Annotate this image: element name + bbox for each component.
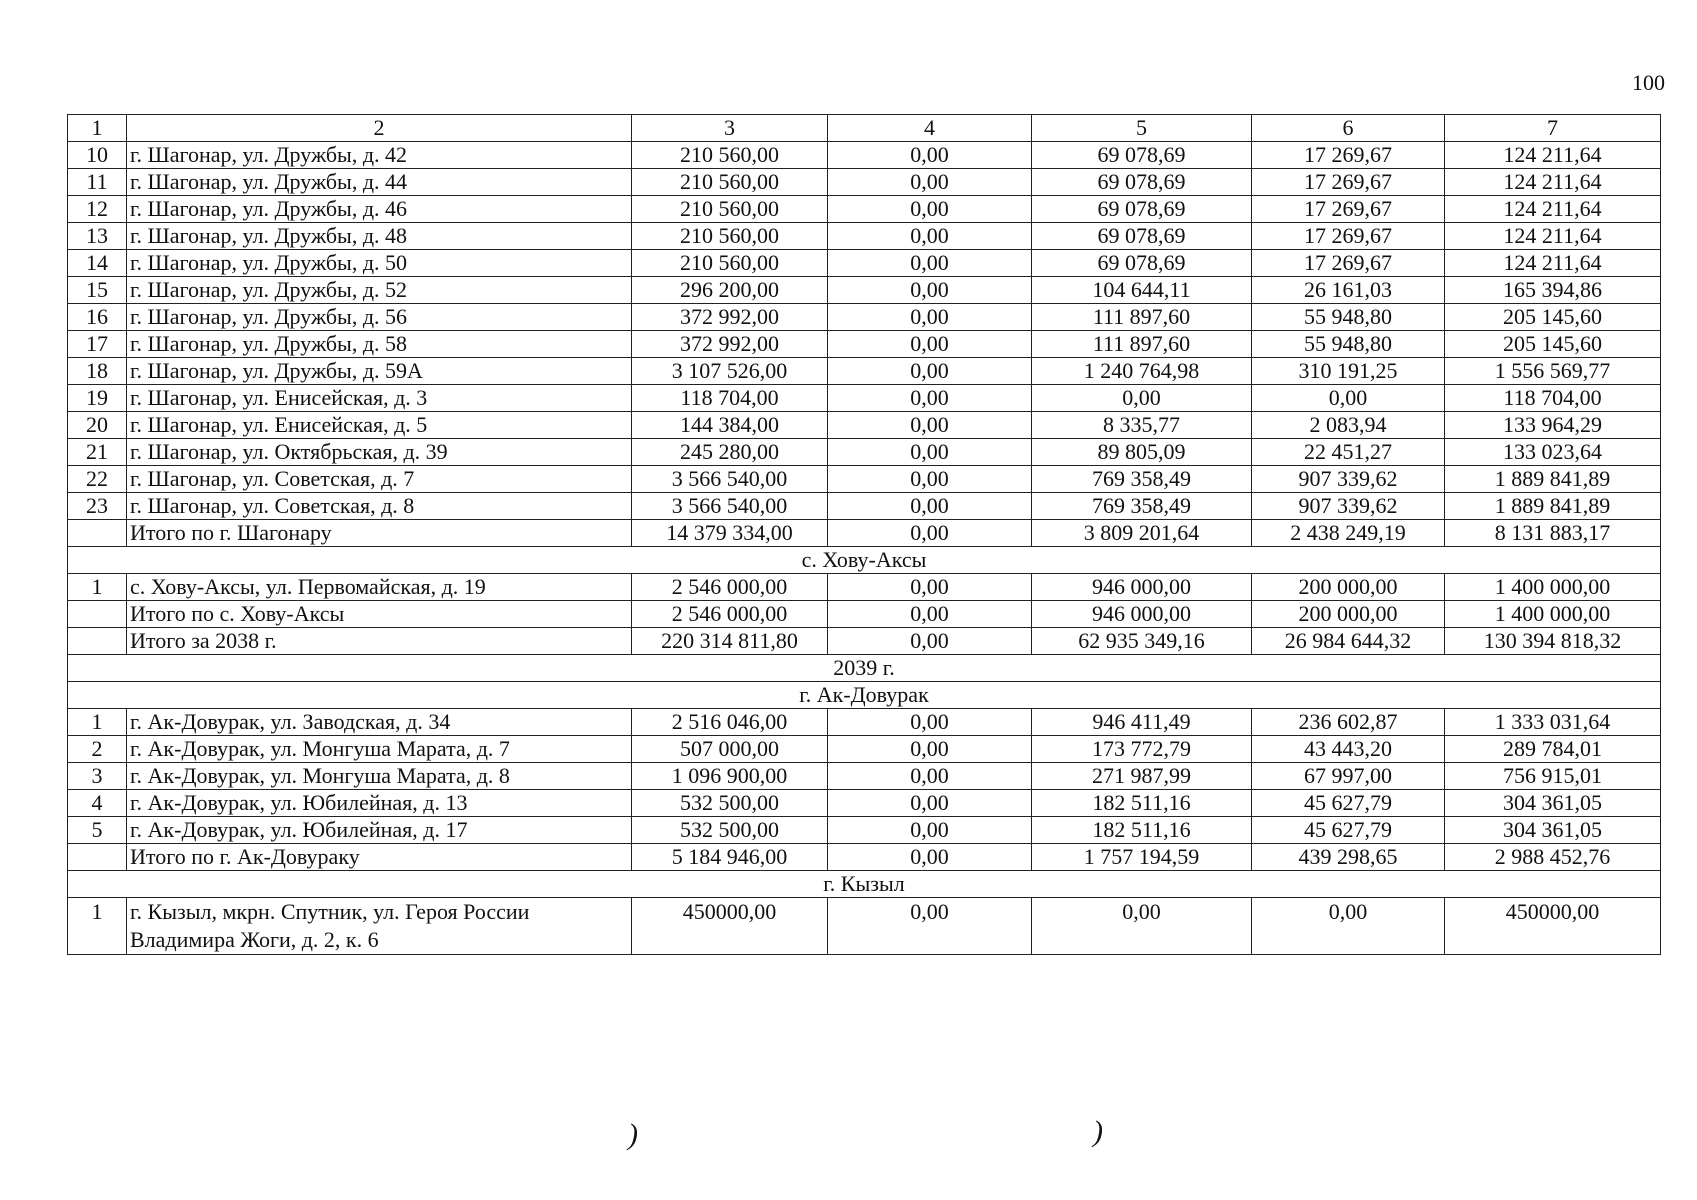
row-number: 2 <box>68 736 127 763</box>
fund-cell: 0,00 <box>828 817 1032 844</box>
address-cell: г. Ак-Довурак, ул. Юбилейная, д. 17 <box>127 817 632 844</box>
address-cell: г. Шагонар, ул. Дружбы, д. 46 <box>127 196 632 223</box>
total-cost-cell: 2 546 000,00 <box>632 574 828 601</box>
total-cost-cell: 220 314 811,80 <box>632 628 828 655</box>
table-row-multiline <box>68 898 1661 955</box>
row-number: 13 <box>68 223 127 250</box>
table-row <box>68 304 1661 331</box>
owners-cell: 2 988 452,76 <box>1445 844 1661 871</box>
local-budget-cell: 0,00 <box>1252 385 1445 412</box>
row-number <box>68 520 127 547</box>
budget-cell: 69 078,69 <box>1032 169 1252 196</box>
section-label: с. Хову-Аксы <box>68 547 1661 574</box>
table-row <box>68 574 1661 601</box>
local-budget-cell: 2 438 249,19 <box>1252 520 1445 547</box>
address-cell: г. Шагонар, ул. Енисейская, д. 3 <box>127 385 632 412</box>
local-budget-cell: 236 602,87 <box>1252 709 1445 736</box>
address-cell: Итого по г. Ак-Довураку <box>127 844 632 871</box>
fund-cell: 0,00 <box>828 385 1032 412</box>
table-row <box>68 331 1661 358</box>
local-budget-cell: 200 000,00 <box>1252 574 1445 601</box>
row-number <box>68 844 127 871</box>
budget-cell: 111 897,60 <box>1032 331 1252 358</box>
owners-cell: 1 556 569,77 <box>1445 358 1661 385</box>
owners-cell: 124 211,64 <box>1445 169 1661 196</box>
column-number-header: 4 <box>828 115 1032 142</box>
owners-cell: 133 964,29 <box>1445 412 1661 439</box>
address-cell: г. Шагонар, ул. Дружбы, д. 42 <box>127 142 632 169</box>
fund-cell: 0,00 <box>828 628 1032 655</box>
row-number: 23 <box>68 493 127 520</box>
budget-cell: 946 411,49 <box>1032 709 1252 736</box>
total-cost-cell: 532 500,00 <box>632 817 828 844</box>
row-number <box>68 601 127 628</box>
address-cell: г. Шагонар, ул. Енисейская, д. 5 <box>127 412 632 439</box>
owners-cell: 1 889 841,89 <box>1445 493 1661 520</box>
table-row <box>68 277 1661 304</box>
row-number: 1 <box>68 709 127 736</box>
budget-cell: 173 772,79 <box>1032 736 1252 763</box>
margin-mark: ) <box>628 1118 638 1151</box>
fund-cell: 0,00 <box>828 304 1032 331</box>
column-number-header: 5 <box>1032 115 1252 142</box>
address-cell: г. Шагонар, ул. Дружбы, д. 56 <box>127 304 632 331</box>
page-number: 100 <box>1632 70 1665 95</box>
budget-cell: 62 935 349,16 <box>1032 628 1252 655</box>
address-cell: г. Шагонар, ул. Дружбы, д. 59А <box>127 358 632 385</box>
section-row <box>68 682 1661 709</box>
total-cost-cell: 2 516 046,00 <box>632 709 828 736</box>
address-cell: г. Шагонар, ул. Дружбы, д. 44 <box>127 169 632 196</box>
funding-table <box>67 114 1661 955</box>
column-number-header: 3 <box>632 115 828 142</box>
owners-cell: 118 704,00 <box>1445 385 1661 412</box>
address-cell: Итого по г. Шагонару <box>127 520 632 547</box>
owners-cell: 124 211,64 <box>1445 223 1661 250</box>
table-row <box>68 628 1661 655</box>
row-number: 5 <box>68 817 127 844</box>
address-cell: г. Шагонар, ул. Дружбы, д. 48 <box>127 223 632 250</box>
owners-cell: 8 131 883,17 <box>1445 520 1661 547</box>
owners-cell: 130 394 818,32 <box>1445 628 1661 655</box>
fund-cell: 0,00 <box>828 844 1032 871</box>
address-cell: г. Шагонар, ул. Советская, д. 7 <box>127 466 632 493</box>
table-row <box>68 466 1661 493</box>
owners-cell: 289 784,01 <box>1445 736 1661 763</box>
budget-cell: 0,00 <box>1032 898 1252 955</box>
budget-cell: 946 000,00 <box>1032 574 1252 601</box>
owners-cell: 1 333 031,64 <box>1445 709 1661 736</box>
local-budget-cell: 439 298,65 <box>1252 844 1445 871</box>
total-cost-cell: 144 384,00 <box>632 412 828 439</box>
fund-cell: 0,00 <box>828 736 1032 763</box>
address-cell: г. Шагонар, ул. Дружбы, д. 58 <box>127 331 632 358</box>
total-cost-cell: 118 704,00 <box>632 385 828 412</box>
section-label: г. Ак-Довурак <box>68 682 1661 709</box>
fund-cell: 0,00 <box>828 331 1032 358</box>
address-cell: г. Кызыл, мкрн. Спутник, ул. Героя России Владимира Жоги, д. 2, к. 6 <box>127 898 632 955</box>
table-row <box>68 790 1661 817</box>
local-budget-cell: 55 948,80 <box>1252 331 1445 358</box>
local-budget-cell: 22 451,27 <box>1252 439 1445 466</box>
column-number-header: 2 <box>127 115 632 142</box>
row-number <box>68 628 127 655</box>
fund-cell: 0,00 <box>828 196 1032 223</box>
total-cost-cell: 210 560,00 <box>632 223 828 250</box>
table-row <box>68 844 1661 871</box>
section-label: г. Кызыл <box>68 871 1661 898</box>
total-cost-cell: 507 000,00 <box>632 736 828 763</box>
local-budget-cell: 17 269,67 <box>1252 250 1445 277</box>
row-number: 19 <box>68 385 127 412</box>
section-label: 2039 г. <box>68 655 1661 682</box>
fund-cell: 0,00 <box>828 493 1032 520</box>
row-number: 1 <box>68 898 127 955</box>
row-number: 3 <box>68 763 127 790</box>
owners-cell: 124 211,64 <box>1445 142 1661 169</box>
column-number-header: 7 <box>1445 115 1661 142</box>
total-cost-cell: 1 096 900,00 <box>632 763 828 790</box>
total-cost-cell: 3 566 540,00 <box>632 493 828 520</box>
local-budget-cell: 17 269,67 <box>1252 169 1445 196</box>
budget-cell: 69 078,69 <box>1032 250 1252 277</box>
address-cell: г. Ак-Довурак, ул. Монгуша Марата, д. 8 <box>127 763 632 790</box>
owners-cell: 304 361,05 <box>1445 790 1661 817</box>
row-number: 4 <box>68 790 127 817</box>
budget-cell: 1 757 194,59 <box>1032 844 1252 871</box>
address-cell: с. Хову-Аксы, ул. Первомайская, д. 19 <box>127 574 632 601</box>
fund-cell: 0,00 <box>828 250 1032 277</box>
budget-cell: 69 078,69 <box>1032 196 1252 223</box>
total-cost-cell: 372 992,00 <box>632 304 828 331</box>
column-number-header: 6 <box>1252 115 1445 142</box>
budget-cell: 0,00 <box>1032 385 1252 412</box>
table-row <box>68 520 1661 547</box>
address-cell: Итого за 2038 г. <box>127 628 632 655</box>
local-budget-cell: 0,00 <box>1252 898 1445 955</box>
local-budget-cell: 17 269,67 <box>1252 142 1445 169</box>
total-cost-cell: 245 280,00 <box>632 439 828 466</box>
section-row <box>68 655 1661 682</box>
fund-cell: 0,00 <box>828 439 1032 466</box>
budget-cell: 182 511,16 <box>1032 790 1252 817</box>
fund-cell: 0,00 <box>828 277 1032 304</box>
owners-cell: 205 145,60 <box>1445 304 1661 331</box>
total-cost-cell: 5 184 946,00 <box>632 844 828 871</box>
margin-mark: ) <box>1093 1115 1103 1148</box>
row-number: 15 <box>68 277 127 304</box>
total-cost-cell: 210 560,00 <box>632 169 828 196</box>
owners-cell: 124 211,64 <box>1445 250 1661 277</box>
fund-cell: 0,00 <box>828 763 1032 790</box>
total-cost-cell: 3 107 526,00 <box>632 358 828 385</box>
budget-cell: 769 358,49 <box>1032 466 1252 493</box>
owners-cell: 304 361,05 <box>1445 817 1661 844</box>
local-budget-cell: 26 161,03 <box>1252 277 1445 304</box>
row-number: 22 <box>68 466 127 493</box>
table-row <box>68 736 1661 763</box>
fund-cell: 0,00 <box>828 412 1032 439</box>
table-row <box>68 439 1661 466</box>
row-number: 11 <box>68 169 127 196</box>
section-row <box>68 547 1661 574</box>
budget-cell: 182 511,16 <box>1032 817 1252 844</box>
column-number-header: 1 <box>68 115 127 142</box>
fund-cell: 0,00 <box>828 898 1032 955</box>
local-budget-cell: 17 269,67 <box>1252 196 1445 223</box>
total-cost-cell: 14 379 334,00 <box>632 520 828 547</box>
table-row <box>68 250 1661 277</box>
fund-cell: 0,00 <box>828 358 1032 385</box>
local-budget-cell: 26 984 644,32 <box>1252 628 1445 655</box>
budget-cell: 3 809 201,64 <box>1032 520 1252 547</box>
row-number: 14 <box>68 250 127 277</box>
total-cost-cell: 372 992,00 <box>632 331 828 358</box>
table-row <box>68 223 1661 250</box>
table-body <box>68 115 1661 955</box>
owners-cell: 450000,00 <box>1445 898 1661 955</box>
local-budget-cell: 310 191,25 <box>1252 358 1445 385</box>
table-row <box>68 493 1661 520</box>
owners-cell: 133 023,64 <box>1445 439 1661 466</box>
owners-cell: 1 400 000,00 <box>1445 601 1661 628</box>
total-cost-cell: 296 200,00 <box>632 277 828 304</box>
address-cell: г. Ак-Довурак, ул. Юбилейная, д. 13 <box>127 790 632 817</box>
local-budget-cell: 67 997,00 <box>1252 763 1445 790</box>
address-cell: г. Ак-Довурак, ул. Монгуша Марата, д. 7 <box>127 736 632 763</box>
fund-cell: 0,00 <box>828 223 1032 250</box>
budget-cell: 946 000,00 <box>1032 601 1252 628</box>
budget-cell: 89 805,09 <box>1032 439 1252 466</box>
local-budget-cell: 17 269,67 <box>1252 223 1445 250</box>
fund-cell: 0,00 <box>828 142 1032 169</box>
budget-cell: 271 987,99 <box>1032 763 1252 790</box>
row-number: 20 <box>68 412 127 439</box>
total-cost-cell: 210 560,00 <box>632 196 828 223</box>
local-budget-cell: 45 627,79 <box>1252 817 1445 844</box>
total-cost-cell: 3 566 540,00 <box>632 466 828 493</box>
owners-cell: 205 145,60 <box>1445 331 1661 358</box>
fund-cell: 0,00 <box>828 574 1032 601</box>
budget-cell: 769 358,49 <box>1032 493 1252 520</box>
local-budget-cell: 43 443,20 <box>1252 736 1445 763</box>
fund-cell: 0,00 <box>828 790 1032 817</box>
fund-cell: 0,00 <box>828 520 1032 547</box>
local-budget-cell: 200 000,00 <box>1252 601 1445 628</box>
section-row <box>68 871 1661 898</box>
table-row <box>68 358 1661 385</box>
address-cell: Итого по с. Хову-Аксы <box>127 601 632 628</box>
row-number: 12 <box>68 196 127 223</box>
row-number: 10 <box>68 142 127 169</box>
budget-cell: 69 078,69 <box>1032 223 1252 250</box>
row-number: 18 <box>68 358 127 385</box>
local-budget-cell: 907 339,62 <box>1252 466 1445 493</box>
total-cost-cell: 210 560,00 <box>632 250 828 277</box>
budget-cell: 1 240 764,98 <box>1032 358 1252 385</box>
budget-cell: 111 897,60 <box>1032 304 1252 331</box>
row-number: 17 <box>68 331 127 358</box>
fund-cell: 0,00 <box>828 601 1032 628</box>
budget-cell: 104 644,11 <box>1032 277 1252 304</box>
total-cost-cell: 210 560,00 <box>632 142 828 169</box>
owners-cell: 1 889 841,89 <box>1445 466 1661 493</box>
address-cell: г. Шагонар, ул. Дружбы, д. 52 <box>127 277 632 304</box>
total-cost-cell: 532 500,00 <box>632 790 828 817</box>
table-row <box>68 196 1661 223</box>
table-row <box>68 412 1661 439</box>
address-cell: г. Шагонар, ул. Советская, д. 8 <box>127 493 632 520</box>
fund-cell: 0,00 <box>828 169 1032 196</box>
fund-cell: 0,00 <box>828 466 1032 493</box>
local-budget-cell: 55 948,80 <box>1252 304 1445 331</box>
local-budget-cell: 45 627,79 <box>1252 790 1445 817</box>
budget-cell: 69 078,69 <box>1032 142 1252 169</box>
owners-cell: 1 400 000,00 <box>1445 574 1661 601</box>
header-row <box>68 115 1661 142</box>
row-number: 21 <box>68 439 127 466</box>
local-budget-cell: 2 083,94 <box>1252 412 1445 439</box>
address-cell: г. Шагонар, ул. Октябрьская, д. 39 <box>127 439 632 466</box>
address-cell: г. Шагонар, ул. Дружбы, д. 50 <box>127 250 632 277</box>
row-number: 16 <box>68 304 127 331</box>
table-row <box>68 763 1661 790</box>
table-row <box>68 817 1661 844</box>
owners-cell: 165 394,86 <box>1445 277 1661 304</box>
local-budget-cell: 907 339,62 <box>1252 493 1445 520</box>
address-cell: г. Ак-Довурак, ул. Заводская, д. 34 <box>127 709 632 736</box>
owners-cell: 124 211,64 <box>1445 196 1661 223</box>
row-number: 1 <box>68 574 127 601</box>
table-row <box>68 601 1661 628</box>
total-cost-cell: 2 546 000,00 <box>632 601 828 628</box>
table-row <box>68 709 1661 736</box>
owners-cell: 756 915,01 <box>1445 763 1661 790</box>
table-row <box>68 169 1661 196</box>
table-row <box>68 385 1661 412</box>
total-cost-cell: 450000,00 <box>632 898 828 955</box>
table-row <box>68 142 1661 169</box>
fund-cell: 0,00 <box>828 709 1032 736</box>
budget-cell: 8 335,77 <box>1032 412 1252 439</box>
